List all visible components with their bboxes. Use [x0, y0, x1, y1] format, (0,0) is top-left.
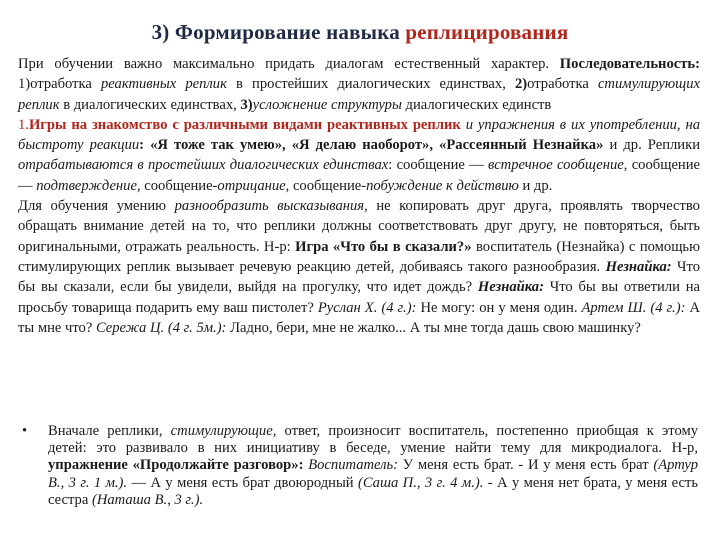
text-artem-reply: А ты мне что?	[18, 299, 700, 336]
text-variety-intro: Для обучения умению	[18, 198, 175, 215]
text-natasha: (Наташа В., 3 г.).	[91, 491, 204, 508]
title-accent: реплицирования	[405, 20, 569, 44]
text-dialog-3: - А у меня нет брата, у меня есть сестра	[48, 474, 698, 508]
text-reactive: реактивных реплик	[100, 76, 227, 93]
slide-body	[18, 54, 700, 338]
text-step2: отработка	[527, 76, 598, 93]
text-step2-rest: в диалогических единствах,	[59, 96, 241, 113]
slide-title	[0, 20, 720, 45]
text-variety-body: не копировать друг друга, проявлять творчество обращать внимание детей на то, что реплики должны соответствовать друг другу, не повторяться, быть оригинальными, отражать реальность. Н-р:	[18, 198, 700, 255]
text-message1: : сообщение —	[388, 157, 489, 174]
text-neznaika-2: Незнайка:	[477, 279, 544, 296]
text-teacher: Воспитатель:	[308, 457, 399, 474]
text-seryozha-reply: Ладно, бери, мне не жалко... А ты мне тогда дашь свою машинку?	[226, 319, 641, 336]
text-games-exercises: и упражнения в их употреблении, на быстроту реакции	[18, 116, 700, 154]
text-diversify: разнообразить высказывания,	[174, 198, 368, 215]
text-etc: и др.	[518, 177, 553, 194]
paragraph-variety	[18, 196, 700, 338]
bullet-dot: •	[22, 423, 28, 439]
text-sasha: (Саша П., 3 г. 4 м.).	[357, 474, 484, 491]
text-game-what-say: Игра «Что бы в сказали?»	[295, 238, 472, 255]
text-message2: , сообщение —	[18, 157, 701, 194]
text-dialog-2: — А у меня есть брат двоюродный	[127, 474, 358, 491]
text-seryozha: Сережа Ц. (4 г. 5м.):	[95, 319, 227, 336]
text-game-names: «Я тоже так умею», «Я делаю наоборот», «Рассеянный Незнайка»	[150, 137, 604, 154]
bullet-item	[18, 423, 698, 509]
text-colon: :	[139, 137, 151, 154]
text-sequence-label: Последовательность:	[559, 56, 700, 72]
text-step3-num: 3)	[240, 96, 253, 113]
text-artur: (Артур В., 3 г. 1 м.).	[48, 457, 698, 491]
text-ruslan-reply: Не могу: он у меня один.	[416, 299, 582, 316]
title-main: Формирование навыка	[174, 20, 406, 44]
text-confirmation: подтверждение	[36, 177, 137, 194]
text-replicas: и др. Реплики	[603, 137, 701, 154]
bullet-text	[48, 423, 698, 509]
text-intro: При обучении важно максимально придать диалогам естественный характер.	[18, 56, 560, 72]
text-bullet-body: ответ, произносит воспитатель, постепенно приобщая к этому детей: это развивало в них инициативу в беседе, умение найти тему для микродиалога. Н-р,	[48, 423, 699, 457]
paragraph-sequence	[18, 54, 700, 115]
text-step1: 1)отработка	[18, 76, 101, 93]
text-message4: , сообщение-	[285, 177, 367, 194]
text-message3: , сообщение-	[136, 177, 218, 194]
text-step3-rest: диалогических единств	[401, 96, 552, 113]
text-exercise-name: упражнение «Продолжайте разговор»:	[48, 457, 304, 474]
paragraph-games	[18, 115, 700, 196]
text-item-number: 1.	[18, 116, 29, 133]
title-number: 3)	[151, 20, 175, 44]
text-bullet-stimulating: стимулирующие,	[170, 423, 277, 439]
text-practiced: отрабатываются в простейших диалогических единствах	[18, 157, 389, 174]
text-step2-num: 2)	[514, 76, 528, 93]
text-counter-message: встречное сообщение	[488, 157, 624, 174]
text-incentive: побуждение к действию	[366, 177, 519, 194]
text-neznaika-1: Незнайка:	[605, 258, 672, 275]
text-step1-rest: в простейших диалогических единствах,	[226, 76, 515, 93]
text-games-heading: Игры на знакомство с различными видами реактивных реплик	[28, 116, 461, 133]
text-bullet-intro: Вначале реплики,	[48, 423, 171, 439]
text-ruslan: Руслан Х. (4 г.):	[317, 299, 417, 316]
text-question-1: Что бы вы сказали, если бы увидели, выйдя на прогулку, что идет дождь?	[18, 258, 700, 296]
text-stimulating: стимулирующих реплик	[18, 76, 700, 113]
text-artem: Артем Ш. (4 г.):	[581, 299, 686, 316]
text-complication: усложнение структуры	[252, 96, 402, 113]
text-negation: отрицание	[217, 177, 286, 194]
text-dialog-1: У меня есть брат. - И у меня есть брат	[398, 457, 654, 474]
text-teacher-role: воспитатель (Незнайка) с помощью стимулирующих реплик вызывает речевую реакцию детей, добиваясь такого разнообразия.	[18, 238, 700, 275]
text-question-2: Что бы вы ответили на просьбу товарища подарить ему ваш пистолет?	[18, 279, 700, 316]
